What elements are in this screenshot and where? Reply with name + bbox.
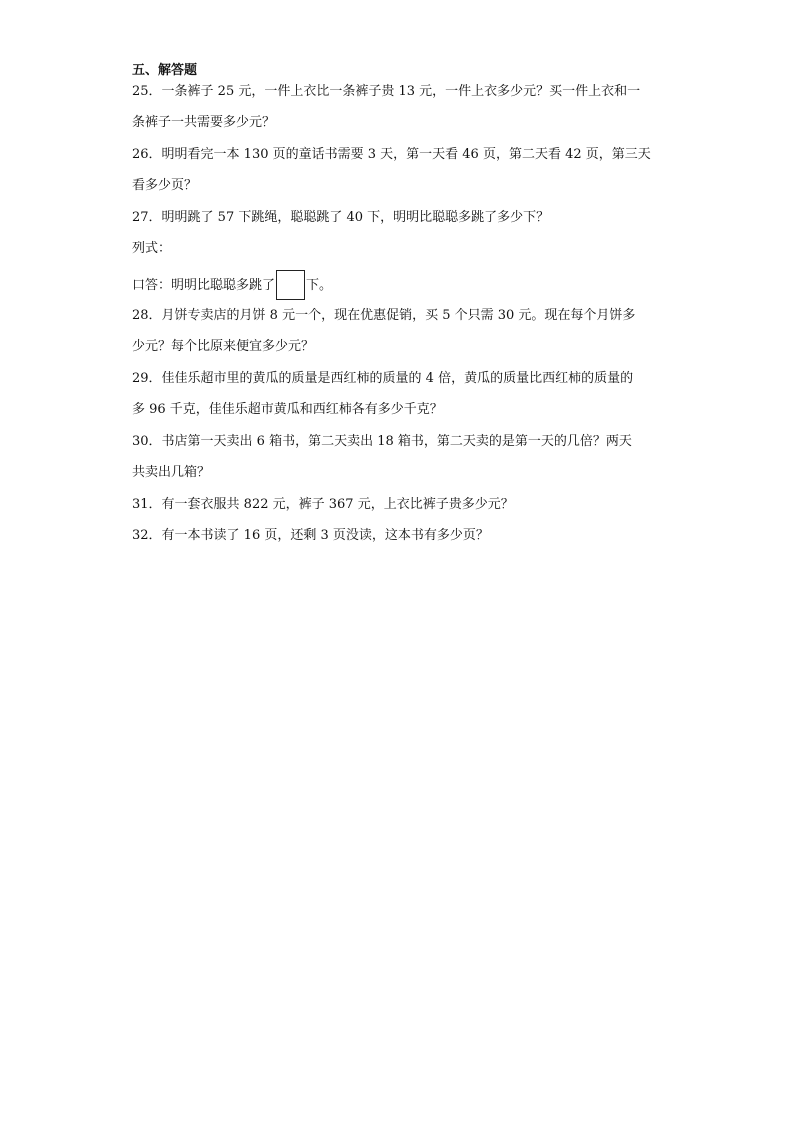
question-29-line-2: 多 96 千克，佳佳乐超市黄瓜和西红柿各有多少千克？ xyxy=(132,402,443,417)
question-27 xyxy=(132,209,672,303)
question-28-line-1: 28．月饼专卖店的月饼 8 元一个，现在优惠促销，买 5 个只需 30 元。现在每个月饼多 xyxy=(132,308,636,323)
question-27-line-1: 27．明明跳了 57 下跳绳，聪聪跳了 40 下，明明比聪聪多跳了多少下？ xyxy=(132,210,550,225)
question-28-line-2: 少元？每个比原来便宜多少元？ xyxy=(132,339,315,354)
question-27-answer-row xyxy=(132,267,672,303)
question-26 xyxy=(132,146,672,209)
question-30 xyxy=(132,433,672,496)
question-25 xyxy=(132,83,672,146)
question-26-line-2: 看多少页？ xyxy=(132,178,198,193)
question-30-line-2: 共卖出几箱？ xyxy=(132,465,211,480)
answer-blank-box[interactable] xyxy=(276,270,305,300)
question-26-line-1: 26．明明看完一本 130 页的童话书需要 3 天，第一天看 46 页，第二天看 42 页，第三天 xyxy=(132,147,651,162)
worksheet-content xyxy=(132,62,672,558)
question-25-line-1: 25．一条裤子 25 元，一件上衣比一条裤子贵 13 元，一件上衣多少元？买一件上衣和一 xyxy=(132,84,641,99)
question-27-answer-prefix: 口答：明明比聪聪多跳了 xyxy=(132,277,276,293)
question-27-answer-suffix: 下。 xyxy=(306,277,333,293)
question-31-line-1: 31．有一套衣服共 822 元，裤子 367 元，上衣比裤子贵多少元？ xyxy=(132,497,514,512)
section-title: 五、解答题 xyxy=(132,63,198,78)
question-32-line-1: 32．有一本书读了 16 页，还剩 3 页没读，这本书有多少页？ xyxy=(132,528,489,543)
question-25-line-2: 条裤子一共需要多少元？ xyxy=(132,115,276,130)
question-28 xyxy=(132,307,672,370)
question-32 xyxy=(132,527,672,558)
question-29 xyxy=(132,370,672,433)
question-31 xyxy=(132,496,672,527)
question-27-formula-label: 列式： xyxy=(132,241,172,256)
question-29-line-1: 29．佳佳乐超市里的黄瓜的质量是西红柿的质量的 4 倍，黄瓜的质量比西红柿的质量的 xyxy=(132,371,634,386)
question-30-line-1: 30．书店第一天卖出 6 箱书，第二天卖出 18 箱书，第二天卖的是第一天的几倍？两天 xyxy=(132,434,632,449)
